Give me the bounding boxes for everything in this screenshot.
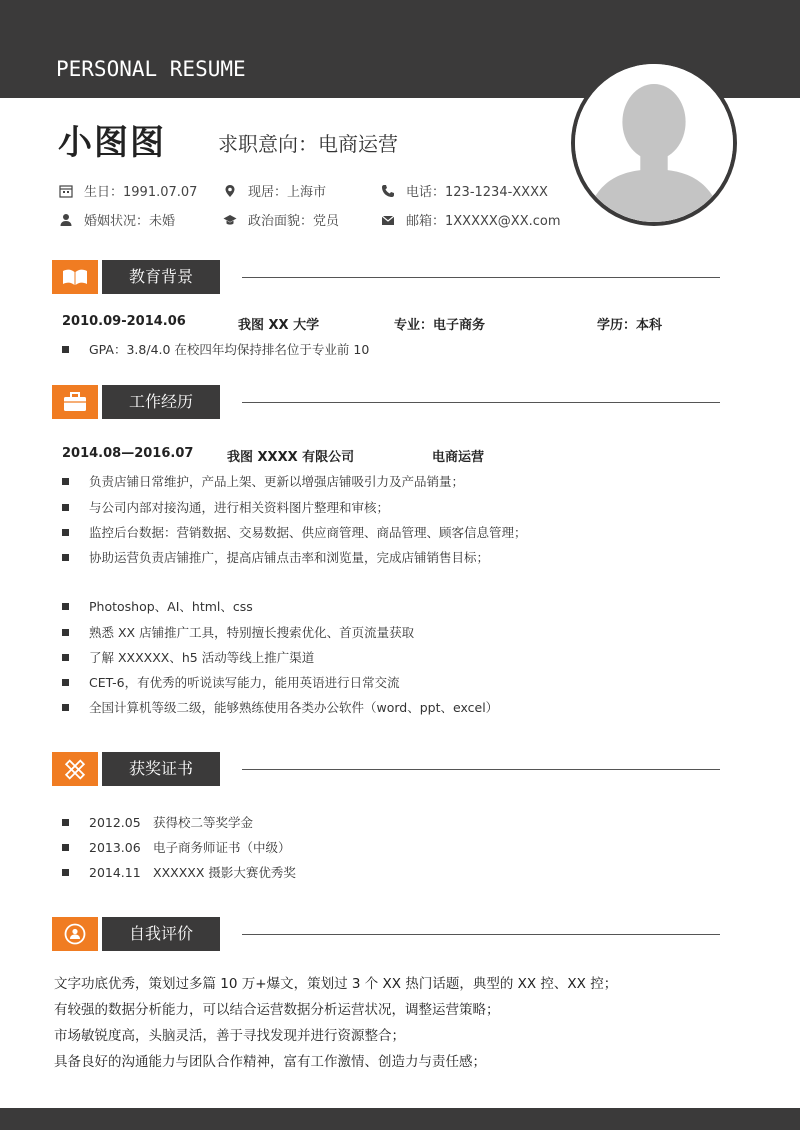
work-position: 电商运营 [432, 450, 485, 465]
info-residence [222, 181, 326, 200]
candidate-name: 小图图 [58, 123, 166, 163]
info-birthday [58, 181, 197, 200]
list-item [62, 548, 489, 566]
education-degree: 学历：本科 [597, 318, 663, 333]
list-item [62, 523, 527, 541]
open-book-icon [52, 260, 98, 294]
work-duty: 协助运营负责店铺推广，提高店铺点击率和浏览量，完成店铺销售目标； [89, 550, 490, 565]
award-text: 电子商务师证书（中级） [153, 840, 291, 855]
profile-badge-icon [52, 917, 98, 951]
work-period: 2014.08—2016.07 [62, 446, 194, 461]
list-item [62, 623, 414, 641]
section-work-title: 工作经历 [102, 385, 220, 419]
work-company: 我图 XXXX 有限公司 [227, 450, 355, 465]
education-school: 我图 XX 大学 [238, 318, 320, 333]
footer-bar [0, 1108, 800, 1130]
award-text: 获得校二等奖学金 [153, 815, 254, 830]
list-item [62, 863, 296, 881]
self-evaluation-line: 具备良好的沟通能力与团队合作精神，富有工作激情、创造力与责任感； [54, 1054, 486, 1070]
graduation-cap-icon [222, 212, 238, 228]
info-political [222, 210, 339, 229]
self-evaluation-line: 市场敏锐度高，头脑灵活，善于寻找发现并进行资源整合； [54, 1028, 405, 1044]
info-phone [380, 181, 548, 200]
political-text: 政治面貌：党员 [248, 214, 340, 229]
residence-text: 现居：上海市 [248, 185, 327, 200]
award-date: 2013.06 [89, 839, 141, 855]
list-item [62, 673, 400, 691]
section-education-title: 教育背景 [102, 260, 220, 294]
education-period: 2010.09-2014.06 [62, 314, 186, 329]
work-duty: 监控后台数据：营销数据、交易数据、供应商管理、商品管理、顾客信息管理； [89, 525, 527, 540]
skill-item: CET-6，有优秀的听说读写能力，能用英语进行日常交流 [89, 675, 400, 690]
list-item [62, 838, 291, 856]
self-evaluation-line: 有较强的数据分析能力，可以结合运营数据分析运营状况，调整运营策略； [54, 1002, 500, 1018]
list-item [62, 340, 369, 358]
section-self-title: 自我评价 [102, 917, 220, 951]
section-education-header [52, 260, 720, 294]
envelope-icon [380, 212, 396, 228]
work-duty: 负责店铺日常维护，产品上架、更新以增强店铺吸引力及产品销量； [89, 474, 465, 489]
skill-item: 熟悉 XX 店铺推广工具，特别擅长搜索优化、首页流量获取 [89, 625, 415, 640]
info-email [380, 210, 561, 229]
list-item [62, 698, 498, 716]
self-evaluation-line: 文字功底优秀，策划过多篇 10 万+爆文，策划过 3 个 XX 热门话题，典型的 XX 控、XX 控； [54, 976, 618, 992]
marital-text: 婚姻状况：未婚 [84, 214, 176, 229]
education-major: 专业：电子商务 [394, 318, 486, 333]
location-pin-icon [222, 183, 238, 199]
section-awards-title: 获奖证书 [102, 752, 220, 786]
list-item [62, 597, 253, 615]
birthday-text: 生日：1991.07.07 [84, 185, 198, 200]
pencil-ruler-icon [52, 752, 98, 786]
briefcase-icon [52, 385, 98, 419]
section-divider [242, 769, 720, 770]
list-item [62, 813, 253, 831]
profile-photo [571, 60, 737, 226]
section-divider [242, 934, 720, 935]
skill-item: Photoshop、AI、html、css [89, 599, 253, 614]
list-item [62, 498, 389, 516]
education-gpa: GPA：3.8/4.0 在校四年均保持排名位于专业前 10 [89, 342, 370, 357]
list-item [62, 648, 314, 666]
award-date: 2012.05 [89, 814, 141, 830]
avatar-placeholder-icon [575, 64, 733, 222]
section-awards-header [52, 752, 720, 786]
email-text: 邮箱：1XXXXX@XX.com [406, 214, 561, 229]
section-work-header [52, 385, 720, 419]
phone-text: 电话：123-1234-XXXX [406, 185, 548, 200]
info-marital [58, 210, 175, 229]
phone-icon [380, 183, 396, 199]
section-divider [242, 277, 720, 278]
work-duty: 与公司内部对接沟通，进行相关资料图片整理和审核； [89, 500, 390, 515]
skill-item: 了解 XXXXXX、h5 活动等线上推广渠道 [89, 650, 315, 665]
skill-item: 全国计算机等级二级，能够熟练使用各类办公软件（word、ppt、excel） [89, 700, 499, 715]
calendar-icon [58, 183, 74, 199]
job-objective: 求职意向：电商运营 [218, 132, 398, 156]
header-title: PERSONAL RESUME [56, 57, 246, 81]
list-item [62, 472, 464, 490]
section-divider [242, 402, 720, 403]
award-text: XXXXXX 摄影大赛优秀奖 [153, 865, 296, 880]
section-self-header [52, 917, 720, 951]
award-date: 2014.11 [89, 864, 141, 880]
person-icon [58, 212, 74, 228]
